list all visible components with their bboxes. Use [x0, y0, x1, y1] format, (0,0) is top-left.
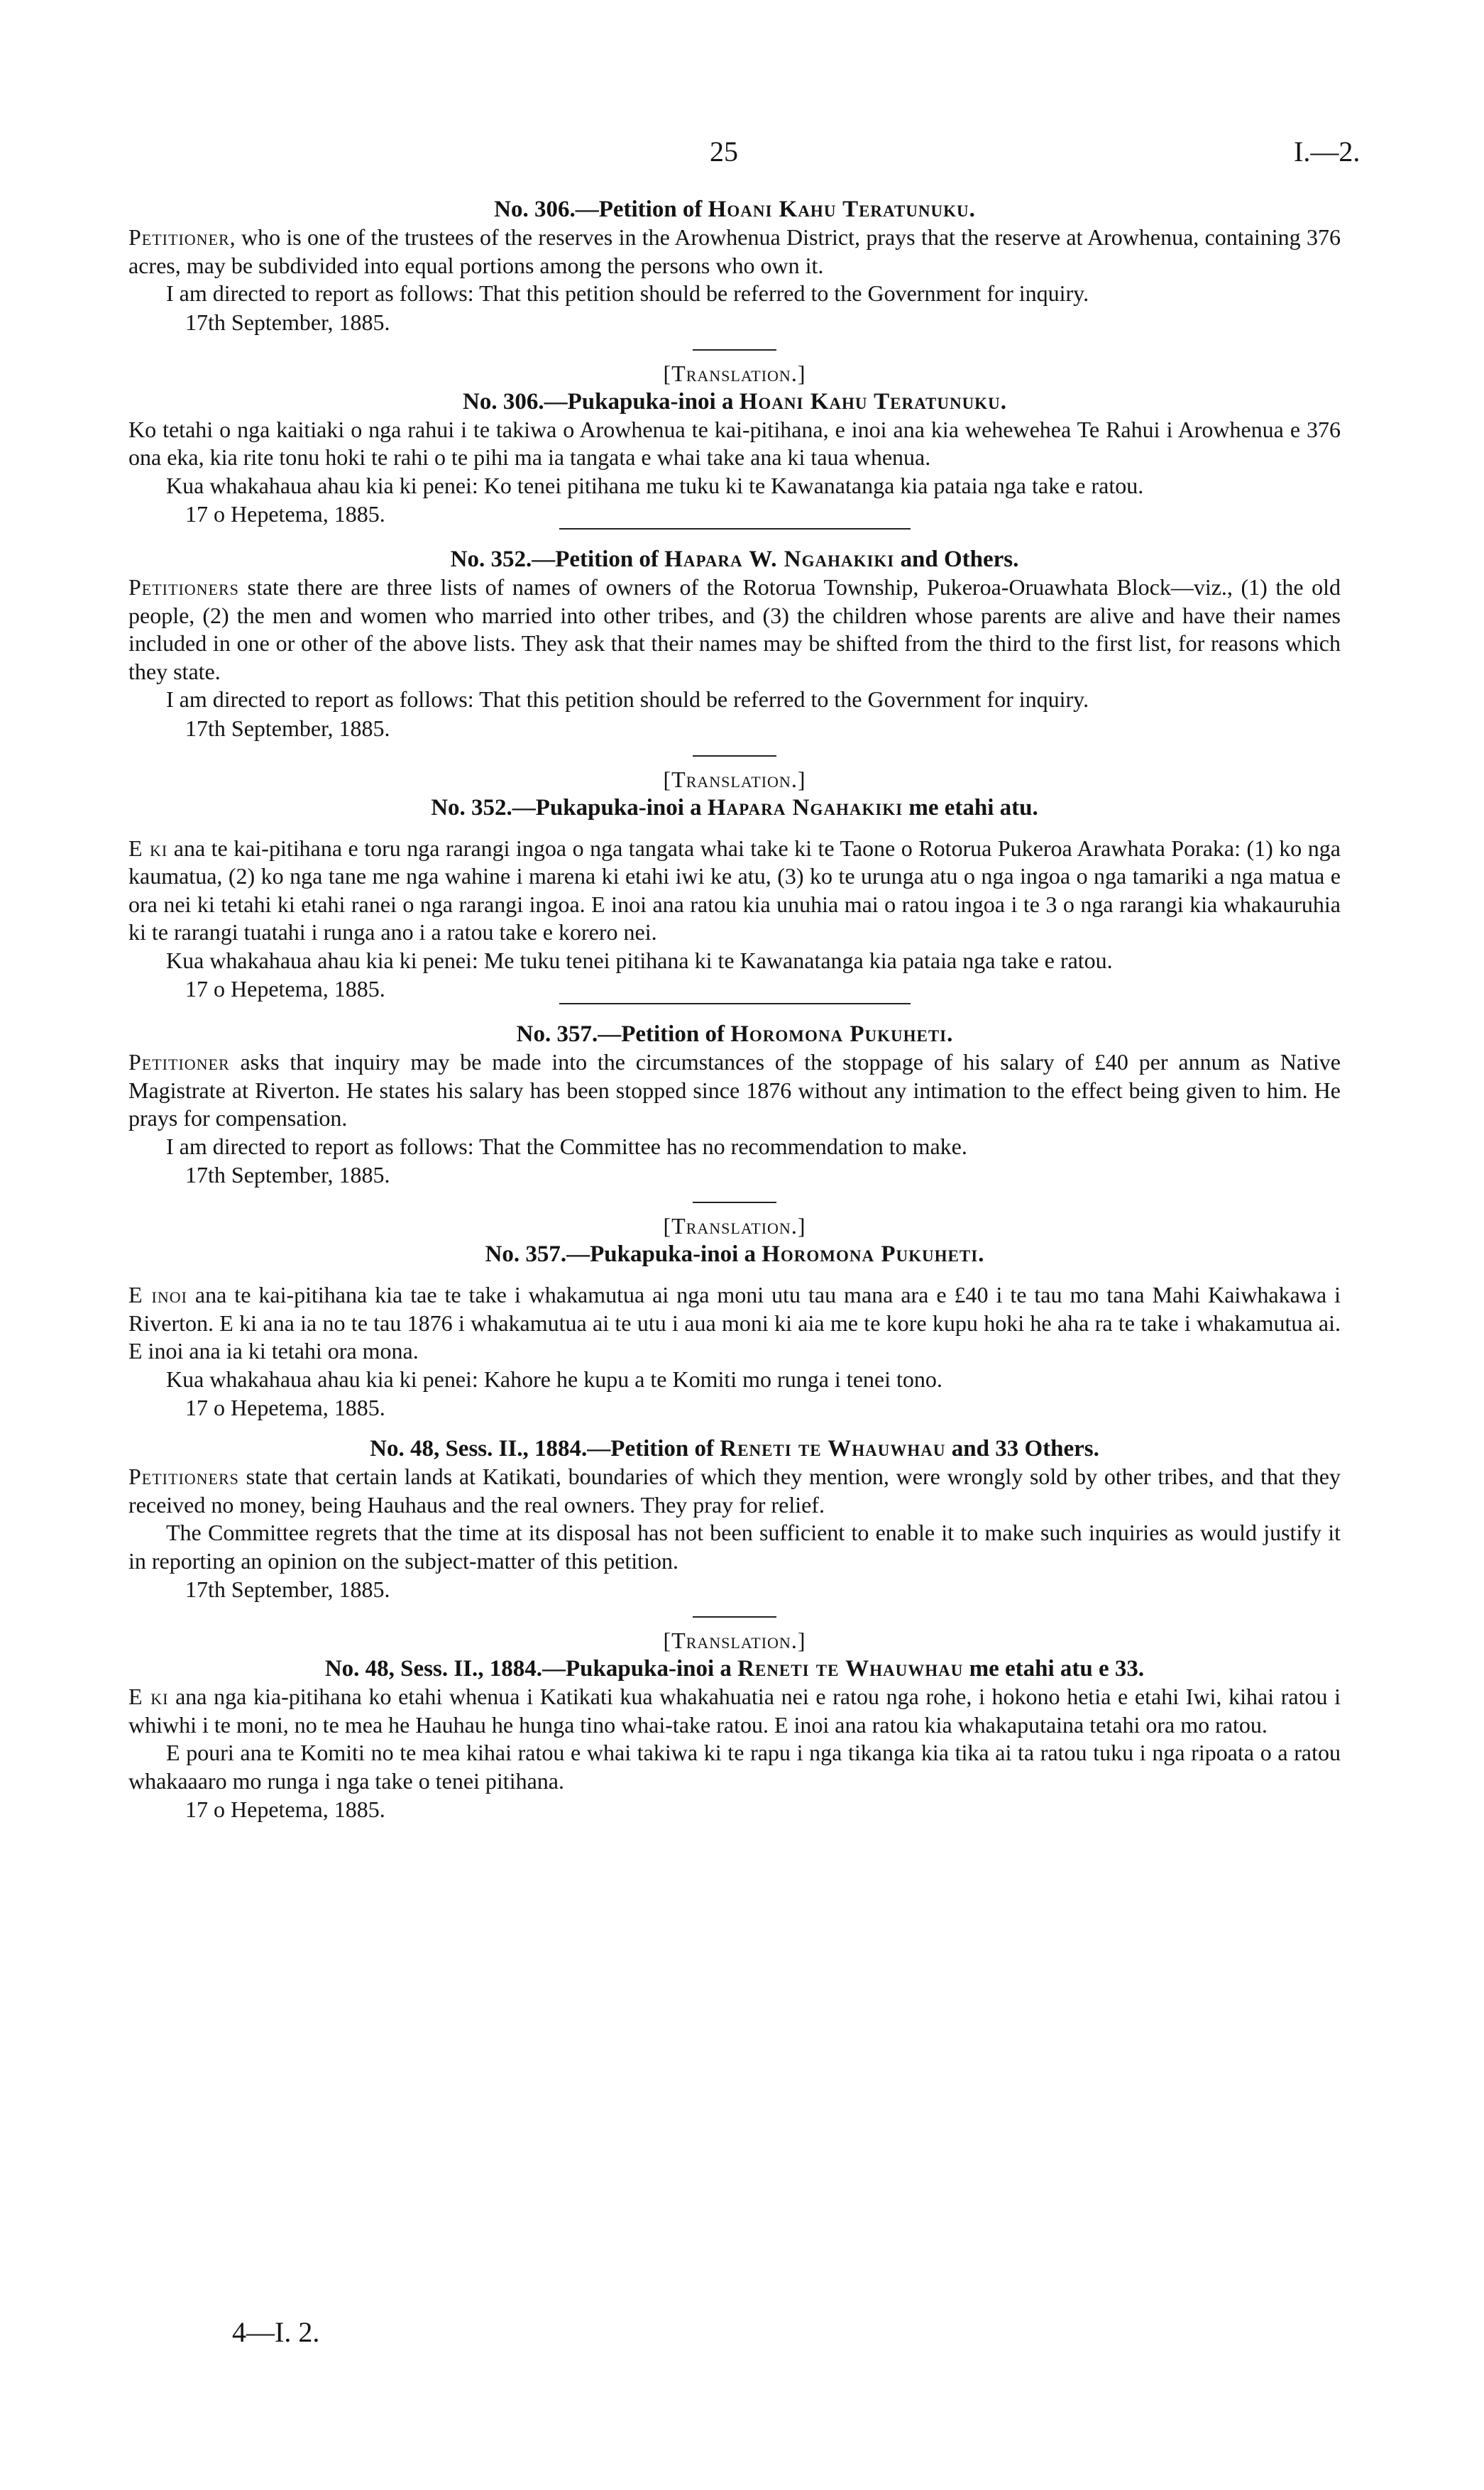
title-prefix: No. 48, Sess. II., 1884.—Petition of — [370, 1436, 720, 1461]
title-suffix: and 33 Others. — [945, 1436, 1099, 1461]
petition-summary — [128, 1463, 1341, 1519]
committee-report: Kua whakahaua ahau kia ki penei: Ko tenei pitihana me tuku ki te Kawanatanga kia pataia nga take e ratou. — [166, 472, 1144, 498]
committee-report: The Committee regrets that the time at its disposal has not been sufficient to enable it to make such inquiries as would justify it in reporting an opinion on the subject-matter of this petition. — [128, 1520, 1341, 1574]
petition-title — [128, 1020, 1341, 1048]
lead-word: E ki — [128, 835, 168, 861]
petition-title — [128, 1240, 1341, 1268]
title-suffix: . — [1000, 388, 1006, 415]
title-prefix: No. 357.—Petition of — [516, 1021, 731, 1047]
lead-word: Petitioner — [128, 1049, 230, 1075]
report-date: 17 o Hepetema, 1885. — [185, 501, 385, 527]
summary-text: ana nga kia-pitihana ko etahi whenua i Katikati kua whakahuatia nei e ratou nga rohe, i hokono hetia e etahi Iwi, kihai ratou i whiwhi i te moni, no te mea he Hauhau he hunga tino whai-take ratou. E inoi ana ratou kia whakaputaina tetahi ora mo ratou. — [128, 1684, 1341, 1738]
lead-word: Petitioner — [128, 224, 230, 250]
petition-title — [128, 388, 1341, 416]
lead-word: E ki — [128, 1684, 169, 1709]
petition-summary — [128, 224, 1341, 280]
report-date: 17 o Hepetema, 1885. — [185, 1395, 385, 1420]
section-divider — [693, 755, 776, 757]
report-date: 17 o Hepetema, 1885. — [185, 976, 385, 1002]
petition-summary — [128, 1683, 1341, 1739]
summary-text: state there are three lists of names of owners of the Rotorua Township, Pukeroa-Oruawhata Block—viz., (1) the old people, (2) the men and women who married into other tribes, and (3) the children whose parents are alive and have their names included in one or other of the above lists. They ask that their names may be shifted from the third to the first list, for reasons which they state. — [128, 574, 1341, 684]
report-date: 17th September, 1885. — [185, 309, 390, 335]
title-prefix: No. 48, Sess. II., 1884.—Pukapuka-inoi a — [324, 1656, 738, 1682]
committee-report: Kua whakahaua ahau kia ki penei: Me tuku tenei pitihana ki te Kawanatanga kia pataia nga take e ratou. — [166, 947, 1113, 973]
petition-title — [128, 545, 1341, 574]
petitioner-name: Horomona Pukuheti — [762, 1241, 979, 1267]
committee-report: Kua whakahaua ahau kia ki penei: Kahore he kupu a te Komiti mo runga i tenei tono. — [166, 1366, 942, 1392]
title-suffix: . — [969, 197, 975, 222]
petition-entry — [128, 195, 1341, 336]
title-prefix: No. 306.—Petition of — [494, 197, 708, 222]
petitioner-name: Hapara Ngahakiki — [707, 794, 903, 821]
summary-text: Ko tetahi o nga kaitiaki o nga rahui i te takiwa o Arowhenua te kai-pitihana, e inoi ana kia wehewehea Te Rahui i Arowhenua e 376 ona eka, kia rite tonu hoki te rahi o te pihi ma ia tangata e whai take ana ki taua whenua. — [128, 416, 1341, 470]
title-prefix: No. 352.—Petition of — [450, 547, 665, 572]
committee-report: E pouri ana te Komiti no te mea kihai ratou e whai takiwa ki te rapu i nga tikanga kia tika ai ta ratou tuku i nga ripoata o a ratou whakaaaro mo runga i nga take o tenei pitihana. — [128, 1740, 1341, 1794]
section-divider — [693, 1202, 776, 1203]
report-date: 17 o Hepetema, 1885. — [185, 1797, 385, 1822]
title-prefix: No. 306.—Pukapuka-inoi a — [463, 388, 740, 415]
title-suffix: me etahi atu e 33. — [963, 1656, 1145, 1682]
document-body — [128, 195, 1341, 1823]
page-number: 25 — [710, 136, 738, 168]
committee-report: I am directed to report as follows: That the Committee has no recommendation to make. — [166, 1133, 967, 1159]
committee-report: I am directed to report as follows: That this petition should be referred to the Government for inquiry. — [166, 280, 1089, 306]
section-divider — [693, 1616, 776, 1618]
summary-text: asks that inquiry may be made into the circumstances of the stoppage of his salary of £40 per annum as Native Magistrate at Riverton. He states his salary has been stopped since 1876 without any intimation to the effect being given to him. He prays for compensation. — [128, 1049, 1341, 1131]
translation-label: [Translation.] — [663, 1628, 806, 1653]
translation-label: [Translation.] — [663, 1213, 806, 1239]
section-divider — [693, 349, 776, 351]
petition-entry — [128, 1020, 1341, 1189]
petitioner-name: Hoani Kahu Teratunuku — [708, 197, 969, 222]
summary-text: state that certain lands at Katikati, boundaries of which they mention, were wrongly sold by other tribes, and that they received no money, being Hauhaus and the real owners. They pray for relief. — [128, 1464, 1341, 1518]
section-divider — [559, 1003, 911, 1004]
translation-entry — [128, 1626, 1341, 1823]
petition-summary — [128, 1281, 1341, 1366]
translation-entry — [128, 359, 1341, 529]
petitioner-name: Reneti te Whauwhau — [737, 1656, 964, 1682]
petitioner-name: Horomona Pukuheti — [730, 1021, 947, 1047]
petition-title — [128, 1435, 1341, 1463]
petitioner-name: Hoani Kahu Teratunuku — [739, 388, 1001, 415]
summary-text: ana te kai-pitihana kia tae te take i whakamutua ai nga moni utu tau mana ara e £40 i te tau mo tana Mahi Kaiwhakawa i Riverton. E ki ana ia no te tau 1876 i whakamutua ai te utu i aua moni ki aia me te kore kupu hoki he aha ra te take i whakamutua ai. E inoi ana ia ki tetahi ora mona. — [128, 1282, 1341, 1364]
report-date: 17th September, 1885. — [185, 1576, 390, 1602]
petition-title — [128, 1655, 1341, 1683]
translation-label: [Translation.] — [663, 766, 806, 792]
page-header — [0, 135, 1484, 177]
petition-summary — [128, 835, 1341, 947]
petitioner-name: Hapara W. Ngahakiki — [664, 547, 895, 572]
title-suffix: and Others. — [894, 547, 1019, 572]
lead-word: E inoi — [128, 1282, 187, 1307]
petitioner-name: Reneti te Whauwhau — [720, 1436, 946, 1461]
petition-entry — [128, 545, 1341, 742]
section-divider — [559, 528, 911, 530]
title-suffix: . — [978, 1241, 984, 1267]
petition-entry — [128, 1435, 1341, 1603]
petition-title — [128, 195, 1341, 224]
translation-entry — [128, 1212, 1341, 1422]
report-date: 17th September, 1885. — [185, 1162, 390, 1188]
title-suffix: me etahi atu. — [903, 794, 1038, 821]
summary-text: ana te kai-pitihana e toru nga rarangi ingoa o nga tangata whai take ki te Taone o Rotorua Pukeroa Arawhata Poraka: (1) ko nga kaumatua, (2) ko nga tane me nga wahine i marena ki etahi iwi ke atu, (3) ko te urunga atu o nga ingoa o nga tamariki a nga matua e ora nei ki tetahi ki etahi ranei o nga rarangi ingoa. E inoi ana ratou kia unuhia mai o ratou ingoa i te 3 o nga rarangi kia whakauruhia ki te rarangi tuatahi i runga ano i a ratou take e korero nei. — [128, 835, 1341, 945]
lead-word: Petitioners — [128, 1464, 239, 1489]
signature-mark: 4—I. 2. — [232, 2316, 320, 2348]
series-reference: I.—2. — [1294, 136, 1361, 168]
title-prefix: No. 352.—Pukapuka-inoi a — [431, 794, 708, 821]
summary-text: , who is one of the trustees of the reserves in the Arowhenua District, prays that the reserve at Arowhenua, containing 376 acres, may be subdivided into equal portions among the persons who own it. — [128, 224, 1341, 278]
lead-word: Petitioners — [128, 574, 239, 600]
title-prefix: No. 357.—Pukapuka-inoi a — [485, 1241, 762, 1267]
petition-summary — [128, 1048, 1341, 1133]
committee-report: I am directed to report as follows: That this petition should be referred to the Government for inquiry. — [166, 686, 1089, 712]
translation-entry — [128, 765, 1341, 1004]
petition-summary — [128, 574, 1341, 686]
translation-label: [Translation.] — [663, 360, 806, 386]
title-suffix: . — [947, 1021, 953, 1047]
petition-summary — [128, 416, 1341, 472]
petition-title — [128, 794, 1341, 822]
report-date: 17th September, 1885. — [185, 715, 390, 741]
